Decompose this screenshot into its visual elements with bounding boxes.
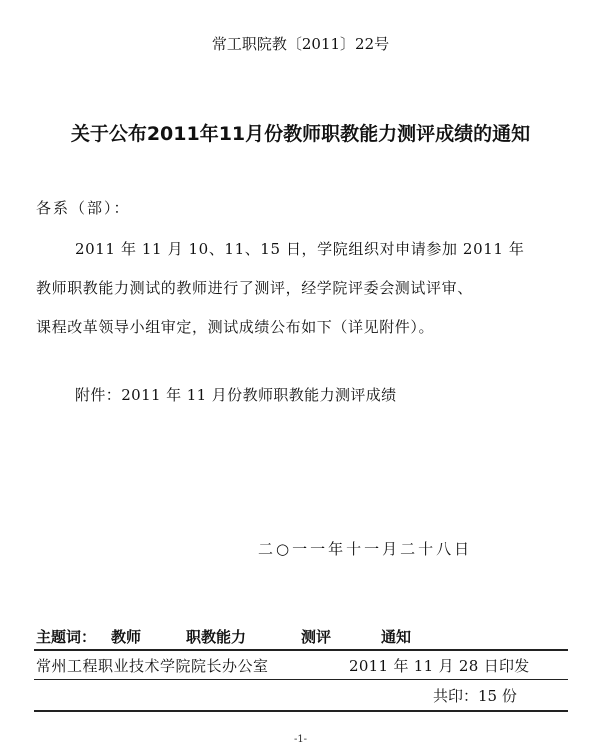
footer-divider-bottom [34, 710, 568, 712]
attachment-note: 附件：2011 年 11 月份教师职教能力测评成绩 [75, 386, 397, 404]
salutation: 各系（部）： [36, 199, 131, 217]
issuing-office: 常州工程职业技术学院院长办公室 [36, 657, 269, 675]
subject-term-notice: 通知 [381, 628, 412, 646]
document-title: 关于公布2011年11月份教师职教能力测评成绩的通知 [70, 123, 531, 145]
subject-term-vocational-ability: 职教能力 [186, 628, 247, 646]
footer-divider-middle [34, 679, 568, 680]
subject-term-teacher: 教师 [111, 628, 142, 646]
issue-date: 2011 年 11 月 28 日印发 [349, 657, 530, 675]
body-paragraph-line-1: 2011 年 11 月 10、11、15 日，学院组织对申请参加 2011 年 [75, 240, 525, 258]
subject-label: 主题词： [36, 628, 97, 646]
subject-term-evaluation: 测评 [301, 628, 332, 646]
signing-date: 二○一一年十一月二十八日 [258, 540, 473, 558]
body-paragraph-line-2: 教师职教能力测试的教师进行了测评，经学院评委会测试评审、 [36, 279, 473, 297]
print-copies: 共印：15 份 [433, 687, 517, 705]
page-number: -1- [293, 734, 308, 745]
document-number: 常工职院教〔2011〕22号 [211, 35, 390, 53]
body-paragraph-line-3: 课程改革领导小组审定，测试成绩公布如下（详见附件）。 [36, 318, 435, 336]
footer-divider-top [34, 649, 568, 651]
